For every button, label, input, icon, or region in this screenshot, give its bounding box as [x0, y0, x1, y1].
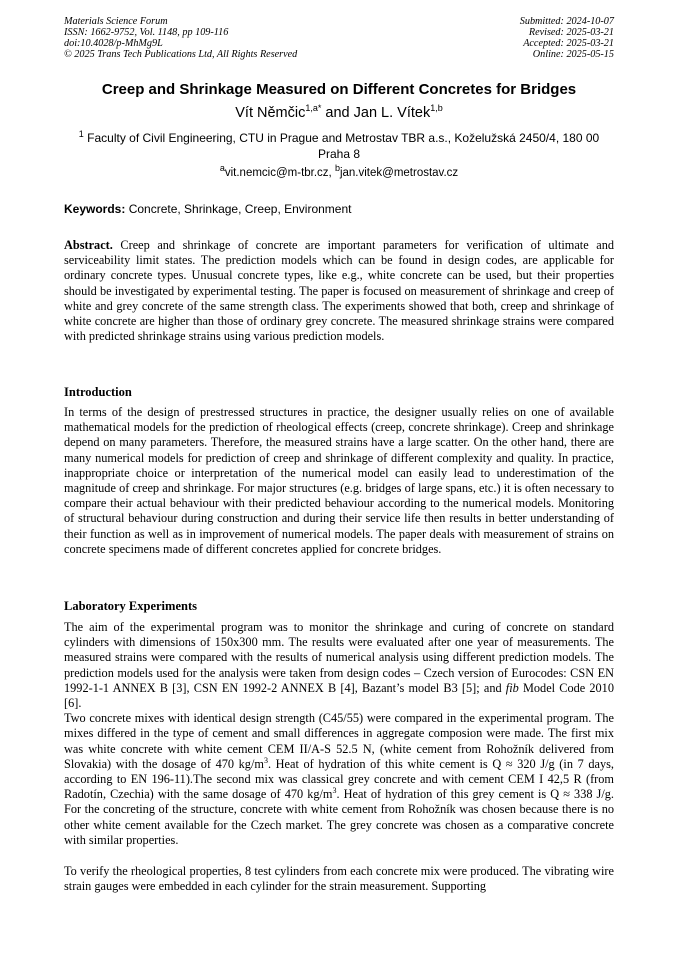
lab-paragraph-2	[64, 711, 614, 848]
abstract-label: Abstract.	[64, 238, 113, 252]
email-b-marker: b	[334, 163, 340, 174]
lab-experiments-body	[64, 620, 614, 848]
journal-name: Materials Science Forum	[64, 16, 168, 27]
introduction-paragraph: In terms of the design of prestressed structures in practice, the designer usually relies on one of available mathematical models for the prediction of rheological effects (creep, concrete shrinkage). Creep and shrinkage depend on many parameters. Therefore, the measured strains have a large scatter. On the other hand, there are many numerical models for prediction of creep and shrinkage of different complexity and quality. In practice, inappropriate choice or interpretation of the numerical model can easily lead to underestimation of the magnitude of creep and shrinkage. For major structures (e.g. bridges of large spans, etc.) it is often necessary to compare their actual behaviour with their predicted behaviour according to the numerical models. Monitoring of structural behaviour during construction and during their service life then results in better understanding of their function as well as in improvement of numerical models. The paper deals with measurement of strains on concrete specimens made of different concretes applied for concrete bridges.	[64, 405, 614, 556]
lab-p2-text: Two concrete mixes with identical design strength (C45/55) were compared in the experimental program. The mixes differed in the type of cement and small differences in aggregate composion were made. The first mix was white concrete with white cement CEM II/A-S 52.5 N, (white cement from Rohožník delivered from Slovakia) with the dosage of 470 kg/m	[64, 711, 614, 771]
abstract	[64, 238, 614, 344]
email-line	[0, 165, 678, 181]
revised-date: Revised: 2025-03-21	[528, 27, 614, 38]
online-date: Online: 2025-05-15	[532, 49, 614, 60]
lab-paragraph-3-block	[64, 864, 614, 894]
author-1-affiliation: 1,a*	[305, 103, 322, 114]
dates-header	[520, 16, 614, 60]
keywords-label: Keywords:	[64, 202, 126, 216]
affiliation	[70, 130, 608, 162]
keywords-text: Concrete, Shrinkage, Creep, Environment	[125, 202, 352, 216]
lab-experiments-heading: Laboratory Experiments	[64, 599, 197, 613]
author-2-affiliation: 1,b	[430, 103, 443, 114]
affiliation-text: Faculty of Civil Engineering, CTU in Prague and Metrostav TBR a.s., Koželužská 2450/4, 180 00 Praha 8	[83, 131, 600, 161]
lab-paragraph-3: To verify the rheological properties, 8 test cylinders from each concrete mix were produced. The vibrating wire strain gauges were embedded in each cylinder for the strain measurement. Supporting	[64, 864, 614, 894]
email-a[interactable]: vit.nemcic@m-tbr.cz	[224, 167, 329, 179]
lab-p2-text-mid: . Heat of hydration of this white cement is Q ≈ 320 J/g (in 7 days, according to EN 196-11).The second mix was classical grey concrete and with cement CEM I 42,5 R (from Radotín, Czechia) with the same dosage of 470 kg/m	[64, 756, 614, 802]
cubic-superscript-1: 3	[263, 755, 268, 765]
lab-p2-text-end: . Heat of hydration of this grey cement is Q ≈ 338 J/g. For the concreting of the structure, concrete with white cement from Rohožník was chosen because there is no other white cement available for the Czech market. The grey concrete was chosen as a comparative concrete with similar properties.	[64, 787, 614, 847]
submitted-date: Submitted: 2024-10-07	[519, 16, 614, 27]
issn-line: ISSN: 1662-9752, Vol. 1148, pp 109-116	[64, 27, 229, 38]
accepted-date: Accepted: 2025-03-21	[523, 38, 614, 49]
author-conjunction: and	[321, 105, 354, 121]
doi-line[interactable]: doi:10.4028/p-MhMg9L	[64, 38, 163, 49]
email-separator: ,	[328, 167, 335, 179]
author-1: Vít Němčic	[235, 105, 306, 121]
email-a-marker: a	[219, 163, 225, 174]
journal-header	[64, 16, 297, 60]
lab-p1-text-end: Model Code 2010 [6].	[64, 680, 614, 711]
lab-paragraph-1	[64, 620, 614, 711]
lab-p1-text: The aim of the experimental program was to monitor the shrinkage and curing of concrete on standard cylinders with dimensions of 150x300 mm. The results were evaluated after one year of measurements. The measured strains were compared with the results of numerical analysis using different prediction models. The prediction models used for the analysis were taken from design codes – Czech version of Eurocodes: CSN EN 1992-1-1 ANNEX B [3], CSN EN 1992-2 ANNEX B [4], Bazant’s model B3 [5]; and	[64, 620, 614, 695]
fib-italic: fib	[505, 680, 519, 695]
keywords	[64, 201, 614, 217]
introduction-body	[64, 405, 614, 557]
paper-title: Creep and Shrinkage Measured on Different Concretes for Bridges	[101, 81, 577, 98]
cubic-superscript-2: 3	[332, 786, 337, 796]
affiliation-number: 1	[78, 129, 84, 139]
introduction-heading: Introduction	[64, 385, 132, 399]
author-2: Jan L. Vítek	[353, 105, 431, 121]
abstract-text: Creep and shrinkage of concrete are important parameters for verification of ultimate and serviceability limit states. The prediction models which can be found in design codes, are applicable for ordinary concrete types. Unusual concrete types, like e.g., white concrete can be used, but their properties should be investigated by experimental testing. The paper is focused on measurement of shrinkage and creep of white and grey concrete of the same strength class. The experiments showed that both, creep and shrinkage of white concrete are higher than those of ordinary grey concrete. The measured shrinkage strains were compared with predicted shrinkage strains using various prediction models.	[64, 238, 614, 344]
copyright-line: © 2025 Trans Tech Publications Ltd, All Rights Reserved	[64, 49, 298, 60]
author-line	[0, 104, 678, 123]
email-b[interactable]: jan.vitek@metrostav.cz	[339, 167, 459, 179]
